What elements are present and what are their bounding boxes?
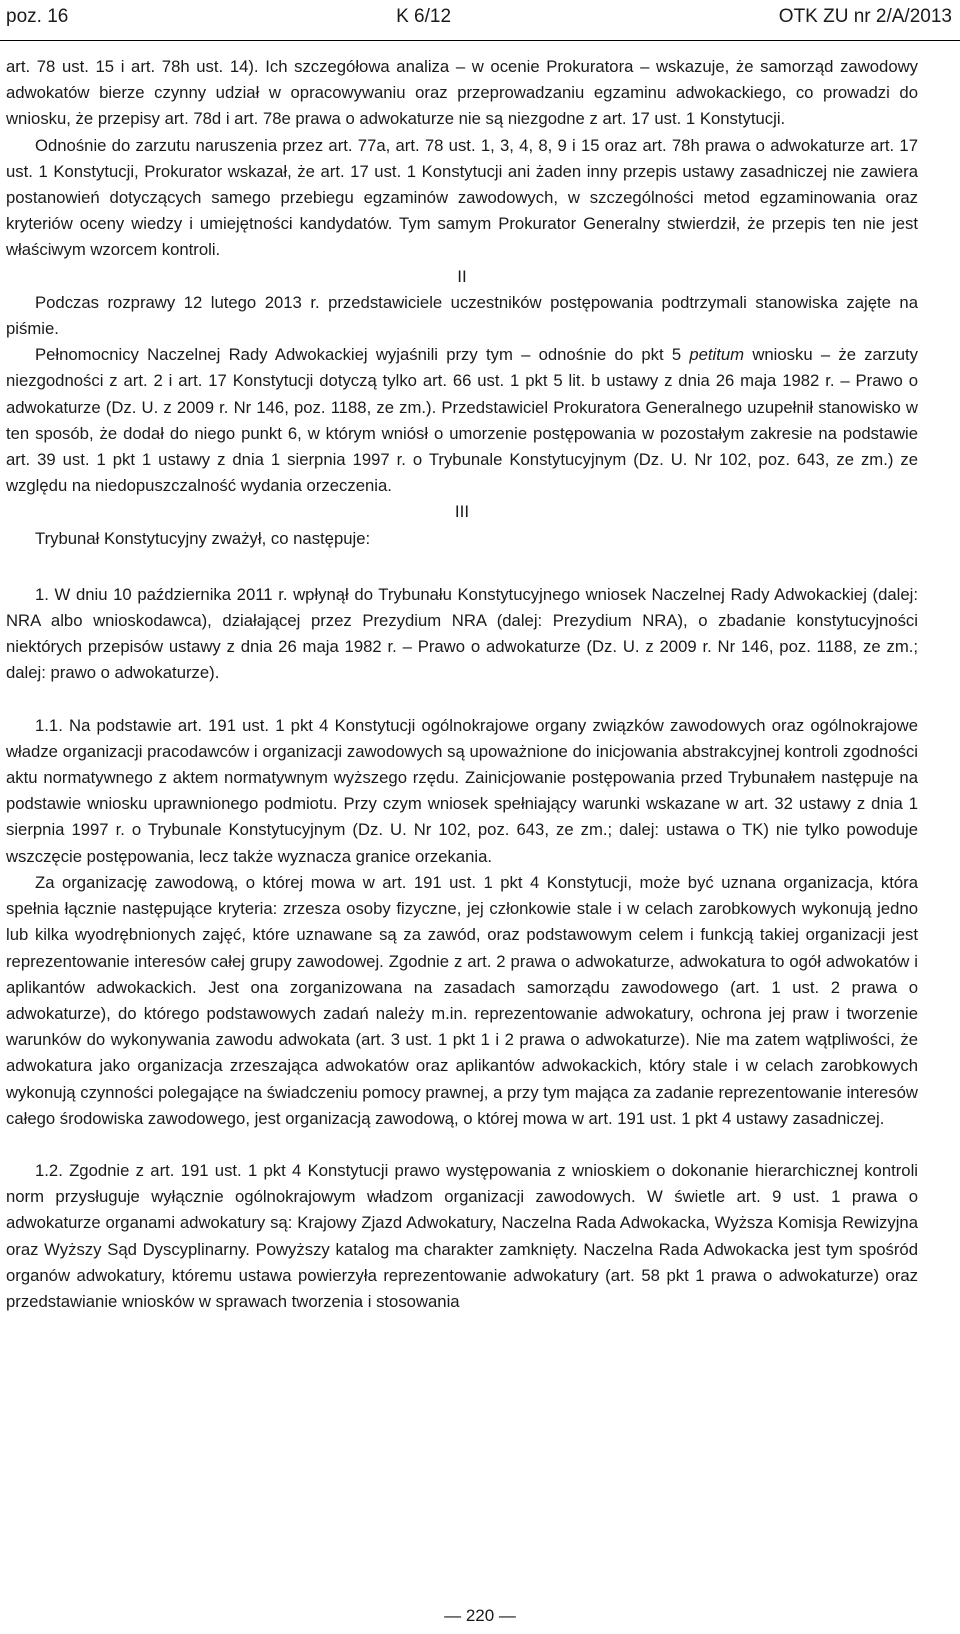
paragraph: Odnośnie do zarzutu naruszenia przez art. 77a, art. 78 ust. 1, 3, 4, 8, 9 i 15 oraz art. 78h prawa o adwokaturze art. 17 ust. 1 Konstytucji, Prokurator wskazał, że art. 17 ust. 1 Konstytucji ani żaden inny przepis ustawy zasadniczej nie zawiera postanowień dotyczących samego przebiegu egzaminów zawodowych, w szczególności metod egzaminowania oraz kryteriów oceny wiedzy i umiejętności kandydatów. Tym samym Prokurator Generalny stwierdził, że przepis ten nie jest właściwym wzorcem kontroli. (6, 135, 918, 260)
paragraph-text: wniosku – że zarzuty niezgodności z art. 2 i art. 17 Konstytucji dotyczą tylko art. 66 ust. 1 pkt 5 lit. b ustawy z dnia 26 maja 1982 r. – Prawo o adwokaturze (Dz. U. z 2009 r. Nr 146, poz. 1188, ze zm.). Przedstawiciel Prokuratora Generalnego uzupełnił stanowisko w ten sposób, że dodał do niego punkt 6, w którym wniósł o umorzenie postępowania w pozostałym zakresie na podstawie art. 39 ust. 1 pkt 1 ustawy z dnia 1 sierpnia 1997 r. o Trybunale Konstytucyjnym (Dz. U. Nr 102, poz. 643, ze zm.) ze względu na niedopuszczalność wydania orzeczenia. (6, 345, 918, 496)
paragraph (6, 342, 918, 499)
section-heading-3: III (454, 502, 470, 522)
header-position: poz. 16 (6, 6, 69, 27)
paragraph: art. 78 ust. 15 i art. 78h ust. 14). Ich szczegółowa analiza – w ocenie Prokuratora – wskazuje, że samorząd zawodowy adwokatów bierze czynny udział w opracowywaniu oraz przeprowadzaniu egzaminu adwokackiego, co prowadzi do wniosku, że przepisy art. 78d i art. 78e prawa o adwokaturze nie są niezgodne z art. 17 ust. 1 Konstytucji. (6, 57, 918, 129)
page-number: — 220 — (444, 1606, 516, 1625)
header-rule (0, 40, 960, 41)
running-header (6, 0, 952, 34)
paragraph: 1.1. Na podstawie art. 191 ust. 1 pkt 4 Konstytucji ogólnokrajowe organy związków zawodowych oraz ogólnokrajowe władze organizacji pracodawców i organizacji zawodowych są upoważnione do inicjowania abstrakcyjnej kontroli zgodności aktu normatywnego z aktem normatywnym wyższego rzędu. Zainicjowanie postępowania przed Trybunałem następuje na podstawie wniosku uprawnionego podmiotu. Przy czym wniosek spełniający warunki wskazane w art. 32 ustawy z dnia 1 sierpnia 1997 r. o Trybunale Konstytucyjnym (Dz. U. Nr 102, poz. 643, ze zm.; dalej: ustawa o TK) nie tylko powoduje wszczęcie postępowania, lecz także wyznacza granice orzekania. (6, 715, 918, 866)
paragraph: Za organizację zawodową, o której mowa w art. 191 ust. 1 pkt 4 Konstytucji, może być uznana organizacja, która spełnia łącznie następujące kryteria: zrzesza osoby fizyczne, jej członkowie stale i w celach zarobkowych wykonują jedno lub kilka wyodrębnionych zajęć, które uznawane są za zawód, oraz podstawowym celem i funkcją takiej organizacji jest reprezentowanie interesów całej grupy zawodowej. Zgodnie z art. 2 prawa o adwokaturze, adwokatura to ogół adwokatów i aplikantów adwokackich. Jest ona zorganizowana na zasadach samorządu zawodowego (art. 1 ust. 2 prawa o adwokaturze), do którego podstawowych zadań należy m.in. reprezentowanie adwokatury, ochrona jej praw i tworzenie warunków do wykonywania zawodu adwokata (art. 3 ust. 1 pkt 1 i 2 prawa o adwokaturze). Nie ma zatem wątpliwości, że adwokatura jako organizacja zrzeszająca adwokatów oraz aplikantów adwokackich, który stale i w celach zarobkowych wykonują czynności polegające na świadczeniu pomocy prawnej, a przy tym mająca za zadanie reprezentowanie interesów całego środowiska zawodowego, jest organizacją zawodową, o której mowa w art. 191 ust. 1 pkt 4 ustawy zasadniczej. (6, 872, 918, 1128)
paragraph-text: Pełnomocnicy Naczelnej Rady Adwokackiej wyjaśnili przy tym – odnośnie do pkt 5 (35, 345, 690, 365)
header-journal: OTK ZU nr 2/A/2013 (778, 6, 952, 27)
italic-term: petitum (689, 345, 745, 365)
paragraph: Trybunał Konstytucyjny zważył, co następuje: (35, 528, 371, 548)
header-case-number: K 6/12 (396, 6, 452, 27)
section-heading-2: II (457, 266, 467, 286)
paragraph: 1.2. Zgodnie z art. 191 ust. 1 pkt 4 Konstytucji prawo występowania z wnioskiem o dokonanie hierarchicznej kontroli norm przysługuje wyłącznie ogólnokrajowym władzom organizacji zawodowych. W świetle art. 9 ust. 1 prawa o adwokaturze organami adwokatury są: Krajowy Zjazd Adwokatury, Naczelna Rada Adwokacka, Wyższa Komisja Rewizyjna oraz Wyższy Sąd Dyscyplinarny. Powyższy katalog ma charakter zamknięty. Naczelna Rada Adwokacka jest tym spośród organów adwokatury, któremu ustawa powierzyła reprezentowanie adwokatury (art. 58 pkt 1 prawa o adwokaturze) oraz przedstawianie wniosków w sprawach tworzenia i stosowania (6, 1160, 918, 1311)
paragraph: 1. W dniu 10 października 2011 r. wpłynął do Trybunału Konstytucyjnego wniosek Naczelnej Rady Adwokackiej (dalej: NRA albo wnioskodawca), działającej przez Prezydium NRA (dalej: Prezydium NRA), o zbadanie konstytucyjności niektórych przepisów ustawy z dnia 26 maja 1982 r. – Prawo o adwokaturze (Dz. U. z 2009 r. Nr 146, poz. 1188, ze zm.; dalej: prawo o adwokaturze). (6, 584, 918, 683)
document-body (6, 54, 918, 1315)
paragraph: Podczas rozprawy 12 lutego 2013 r. przedstawiciele uczestników postępowania podtrzymali stanowiska zajęte na piśmie. (6, 292, 918, 339)
